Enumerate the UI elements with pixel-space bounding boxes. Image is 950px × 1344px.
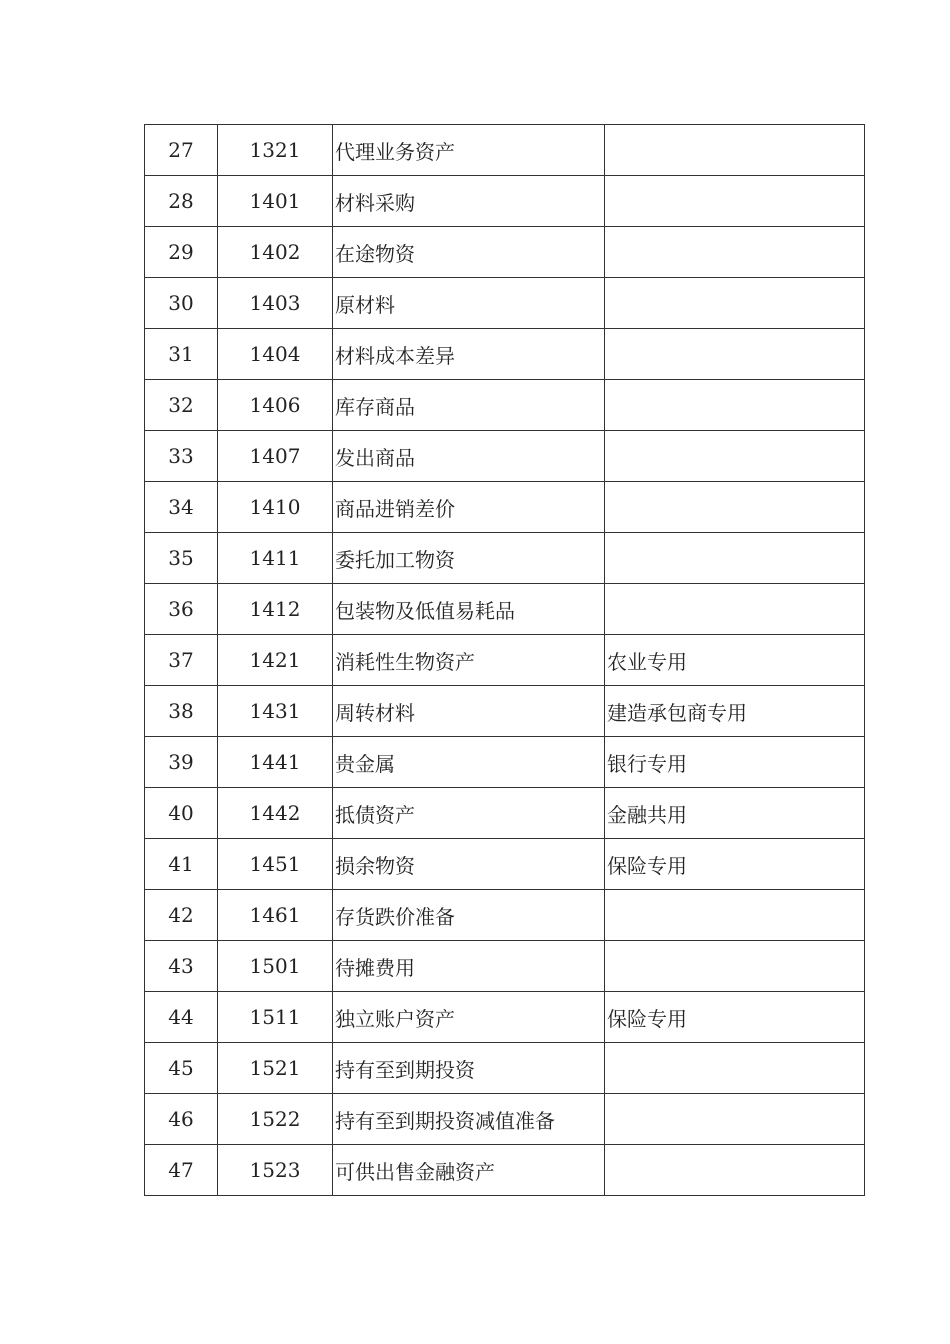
account-name-cell: 可供出售金融资产 xyxy=(333,1145,605,1196)
account-code-cell: 1511 xyxy=(218,992,333,1043)
account-code-cell: 1523 xyxy=(218,1145,333,1196)
row-number-cell: 44 xyxy=(145,992,218,1043)
account-name-cell: 贵金属 xyxy=(333,737,605,788)
account-code-cell: 1451 xyxy=(218,839,333,890)
account-name-cell: 独立账户资产 xyxy=(333,992,605,1043)
row-number-cell: 36 xyxy=(145,584,218,635)
remark-cell: 金融共用 xyxy=(605,788,865,839)
account-name-cell: 库存商品 xyxy=(333,380,605,431)
account-name-cell: 持有至到期投资 xyxy=(333,1043,605,1094)
table-row xyxy=(145,176,865,227)
account-name-cell: 委托加工物资 xyxy=(333,533,605,584)
remark-cell xyxy=(605,125,865,176)
account-code-cell: 1431 xyxy=(218,686,333,737)
account-code-cell: 1404 xyxy=(218,329,333,380)
remark-cell: 保险专用 xyxy=(605,992,865,1043)
account-name-cell: 损余物资 xyxy=(333,839,605,890)
account-code-cell: 1461 xyxy=(218,890,333,941)
account-name-cell: 原材料 xyxy=(333,278,605,329)
table-row xyxy=(145,584,865,635)
row-number-cell: 27 xyxy=(145,125,218,176)
account-name-cell: 存货跌价准备 xyxy=(333,890,605,941)
remark-cell xyxy=(605,1043,865,1094)
remark-cell xyxy=(605,1094,865,1145)
row-number-cell: 38 xyxy=(145,686,218,737)
row-number-cell: 35 xyxy=(145,533,218,584)
remark-cell: 银行专用 xyxy=(605,737,865,788)
table-row xyxy=(145,482,865,533)
table-row xyxy=(145,686,865,737)
remark-cell xyxy=(605,890,865,941)
table-row xyxy=(145,890,865,941)
row-number-cell: 31 xyxy=(145,329,218,380)
row-number-cell: 28 xyxy=(145,176,218,227)
table-row xyxy=(145,992,865,1043)
row-number-cell: 33 xyxy=(145,431,218,482)
remark-cell xyxy=(605,533,865,584)
table-row xyxy=(145,1094,865,1145)
row-number-cell: 39 xyxy=(145,737,218,788)
account-name-cell: 待摊费用 xyxy=(333,941,605,992)
account-name-cell: 周转材料 xyxy=(333,686,605,737)
remark-cell xyxy=(605,1145,865,1196)
account-name-cell: 商品进销差价 xyxy=(333,482,605,533)
row-number-cell: 34 xyxy=(145,482,218,533)
accounts-table-body xyxy=(145,125,865,1196)
account-code-cell: 1321 xyxy=(218,125,333,176)
account-code-cell: 1412 xyxy=(218,584,333,635)
table-row xyxy=(145,941,865,992)
row-number-cell: 42 xyxy=(145,890,218,941)
row-number-cell: 43 xyxy=(145,941,218,992)
table-row xyxy=(145,278,865,329)
remark-cell xyxy=(605,584,865,635)
remark-cell xyxy=(605,227,865,278)
remark-cell: 建造承包商专用 xyxy=(605,686,865,737)
account-name-cell: 持有至到期投资减值准备 xyxy=(333,1094,605,1145)
account-code-cell: 1441 xyxy=(218,737,333,788)
table-row xyxy=(145,431,865,482)
account-code-cell: 1410 xyxy=(218,482,333,533)
remark-cell xyxy=(605,431,865,482)
table-row xyxy=(145,533,865,584)
row-number-cell: 30 xyxy=(145,278,218,329)
accounts-table xyxy=(144,124,865,1196)
remark-cell xyxy=(605,329,865,380)
account-name-cell: 抵债资产 xyxy=(333,788,605,839)
table-row xyxy=(145,125,865,176)
account-name-cell: 材料采购 xyxy=(333,176,605,227)
remark-cell xyxy=(605,176,865,227)
table-row xyxy=(145,839,865,890)
table-row xyxy=(145,329,865,380)
remark-cell xyxy=(605,482,865,533)
account-code-cell: 1402 xyxy=(218,227,333,278)
remark-cell: 农业专用 xyxy=(605,635,865,686)
account-code-cell: 1522 xyxy=(218,1094,333,1145)
account-code-cell: 1407 xyxy=(218,431,333,482)
account-name-cell: 包装物及低值易耗品 xyxy=(333,584,605,635)
account-code-cell: 1421 xyxy=(218,635,333,686)
remark-cell: 保险专用 xyxy=(605,839,865,890)
account-code-cell: 1403 xyxy=(218,278,333,329)
table-row xyxy=(145,380,865,431)
account-name-cell: 在途物资 xyxy=(333,227,605,278)
row-number-cell: 32 xyxy=(145,380,218,431)
table-row xyxy=(145,737,865,788)
remark-cell xyxy=(605,380,865,431)
row-number-cell: 47 xyxy=(145,1145,218,1196)
remark-cell xyxy=(605,278,865,329)
row-number-cell: 46 xyxy=(145,1094,218,1145)
account-code-cell: 1401 xyxy=(218,176,333,227)
account-code-cell: 1521 xyxy=(218,1043,333,1094)
table-row xyxy=(145,1145,865,1196)
account-name-cell: 代理业务资产 xyxy=(333,125,605,176)
account-code-cell: 1406 xyxy=(218,380,333,431)
row-number-cell: 45 xyxy=(145,1043,218,1094)
row-number-cell: 29 xyxy=(145,227,218,278)
table-row xyxy=(145,1043,865,1094)
account-name-cell: 消耗性生物资产 xyxy=(333,635,605,686)
account-code-cell: 1501 xyxy=(218,941,333,992)
row-number-cell: 37 xyxy=(145,635,218,686)
table-row xyxy=(145,227,865,278)
account-name-cell: 材料成本差异 xyxy=(333,329,605,380)
row-number-cell: 41 xyxy=(145,839,218,890)
table-row xyxy=(145,788,865,839)
account-code-cell: 1411 xyxy=(218,533,333,584)
remark-cell xyxy=(605,941,865,992)
row-number-cell: 40 xyxy=(145,788,218,839)
account-name-cell: 发出商品 xyxy=(333,431,605,482)
table-row xyxy=(145,635,865,686)
account-code-cell: 1442 xyxy=(218,788,333,839)
